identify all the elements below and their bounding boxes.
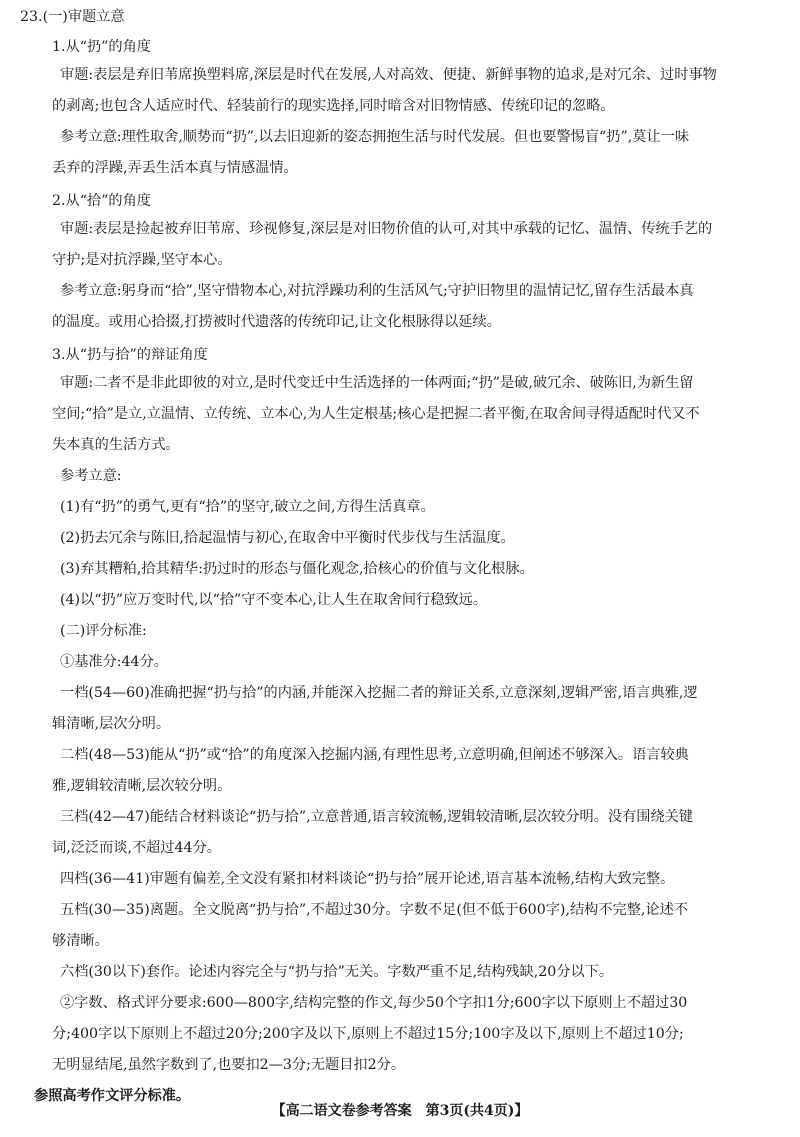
text-line: 失本真的生活方式。 xyxy=(52,437,180,453)
shenti-paragraph xyxy=(52,368,774,461)
text-line: 空间;“拾”是立,立温情、立传统、立本心,为人生定根基;核心是把握二者平衡,在取舍间寻得适配时代又不 xyxy=(52,406,700,422)
section-heading: 1.从“扔”的角度 xyxy=(52,39,151,55)
text-line: 一档(54—60)准确把握“扔与拾”的内涵,并能深入挖掘二者的辩证关系,立意深刻,逻辑严密,语言典雅,逻 xyxy=(60,685,698,701)
text-line: 六档(30以下)套作。论述内容完全与“扔与拾”无关。字数严重不足,结构残缺,20分以下。 xyxy=(60,964,614,980)
canzhao-label: 参考立意: xyxy=(60,468,122,484)
text-line: 审题:二者不是非此即彼的对立,是时代变迁中生活选择的一体两面;“扔”是破,破冗余、破陈旧,为新生留 xyxy=(60,375,694,391)
text-line: 分;400字以下原则上不超过20分;200字及以下,原则上不超过15分;100字及以下,原则上不超过10分; xyxy=(52,1026,684,1042)
canzhao-item: (2)扔去冗余与陈旧,拾起温情与初心,在取舍中平衡时代步伐与生活温度。 xyxy=(60,530,515,546)
scoring-section xyxy=(20,616,774,1112)
text-line: 无明显结尾,虽然字数到了,也要扣2—3分;无题目扣2分。 xyxy=(52,1057,406,1073)
text-line: 守护;是对抗浮躁,坚守本心。 xyxy=(52,252,232,268)
text-line: 四档(36—41)审题有偏差,全文没有紧扣材料谈论“扔与拾”展开论述,语言基本流畅,结构大致完整。 xyxy=(60,871,675,887)
canzhao-item: (3)弃其糟粕,拾其精华:扔过时的形态与僵化观念,拾核心的价值与文化根脉。 xyxy=(60,561,534,577)
text-line: 参考立意:躬身而“拾”,坚守惜物本心,对抗浮躁功利的生活风气;守护旧物里的温情记忆,留存生活最本真 xyxy=(60,283,694,299)
question-header: 23.(一)审题立意 xyxy=(20,9,125,25)
text-line: 的剥离;也包含人适应时代、轻装前行的现实选择,同时暗含对旧物情感、传统印记的忽略。 xyxy=(52,98,615,114)
text-line: 雅,逻辑较清晰,层次较分明。 xyxy=(52,778,232,794)
scoring-heading: (二)评分标准: xyxy=(60,623,147,639)
canzhao-item: (4)以“扔”应万变时代,以“拾”守不变本心,让人生在取舍间行稳致远。 xyxy=(60,592,488,608)
text-line: 的温度。或用心拾掇,打捞被时代遗落的传统印记,让文化根脉得以延续。 xyxy=(52,314,501,330)
format-requirements xyxy=(52,988,774,1081)
text-line: 辑清晰,层次分明。 xyxy=(52,716,171,732)
canzhao-paragraph xyxy=(52,122,774,184)
shenti-paragraph xyxy=(52,60,774,122)
section-heading: 2.从“拾”的角度 xyxy=(52,193,151,209)
section-pick xyxy=(20,184,774,338)
text-line: 二档(48—53)能从“扔”或“拾”的角度深入挖掘内涵,有理性思考,立意明确,但阐述不够深入。语言较典 xyxy=(60,747,689,763)
tier-1 xyxy=(52,678,774,740)
reference-note: 参照高考作文评分标准。 xyxy=(34,1088,191,1104)
section-throw xyxy=(20,30,774,184)
section-dialectic xyxy=(20,338,774,616)
text-line: 词,泛泛而谈,不超过44分。 xyxy=(52,840,221,856)
base-score: ①基准分:44分。 xyxy=(60,654,168,670)
text-line: 审题:表层是捡起被弃旧苇席、珍视修复,深层是对旧物价值的认可,对其中承载的记忆、温情、传统手艺的 xyxy=(60,221,713,237)
tier-3 xyxy=(52,802,774,864)
text-line: 丢弃的浮躁,弄丢生活本真与情感温情。 xyxy=(52,160,298,176)
text-line: 够清晰。 xyxy=(52,933,109,949)
canzhao-paragraph xyxy=(52,276,774,338)
shenti-paragraph xyxy=(52,214,774,276)
tier-5 xyxy=(52,895,774,957)
tier-6 xyxy=(60,957,774,988)
tier-4 xyxy=(60,864,774,895)
text-line: ②字数、格式评分要求:600—800字,结构完整的作文,每少50个字扣1分;600字以下原则上不超过30 xyxy=(60,995,688,1011)
text-line: 审题:表层是弃旧苇席换塑料席,深层是时代在发展,人对高效、便捷、新鲜事物的追求,是对冗余、过时事物 xyxy=(60,67,717,83)
text-line: 参考立意:理性取舍,顺势而“扔”,以去旧迎新的姿态拥抱生活与时代发展。但也要警惕盲“扔”,莫让一味 xyxy=(60,129,690,145)
text-line: 五档(30—35)离题。全文脱离“扔与拾”,不超过30分。字数不足(但不低于600字),结构不完整,论述不 xyxy=(60,902,688,918)
section-heading: 3.从“扔与拾”的辩证角度 xyxy=(52,347,208,363)
tier-2 xyxy=(52,740,774,802)
text-line: 三档(42—47)能结合材料谈论“扔与拾”,立意普通,语言较流畅,逻辑较清晰,层次较分明。没有围绕关键 xyxy=(60,809,694,825)
page-footer: 【高二语文卷参考答案 第3页(共4页)】 xyxy=(271,1103,529,1119)
canzhao-item: (1)有“扔”的勇气,更有“拾”的坚守,破立之间,方得生活真章。 xyxy=(60,499,435,515)
